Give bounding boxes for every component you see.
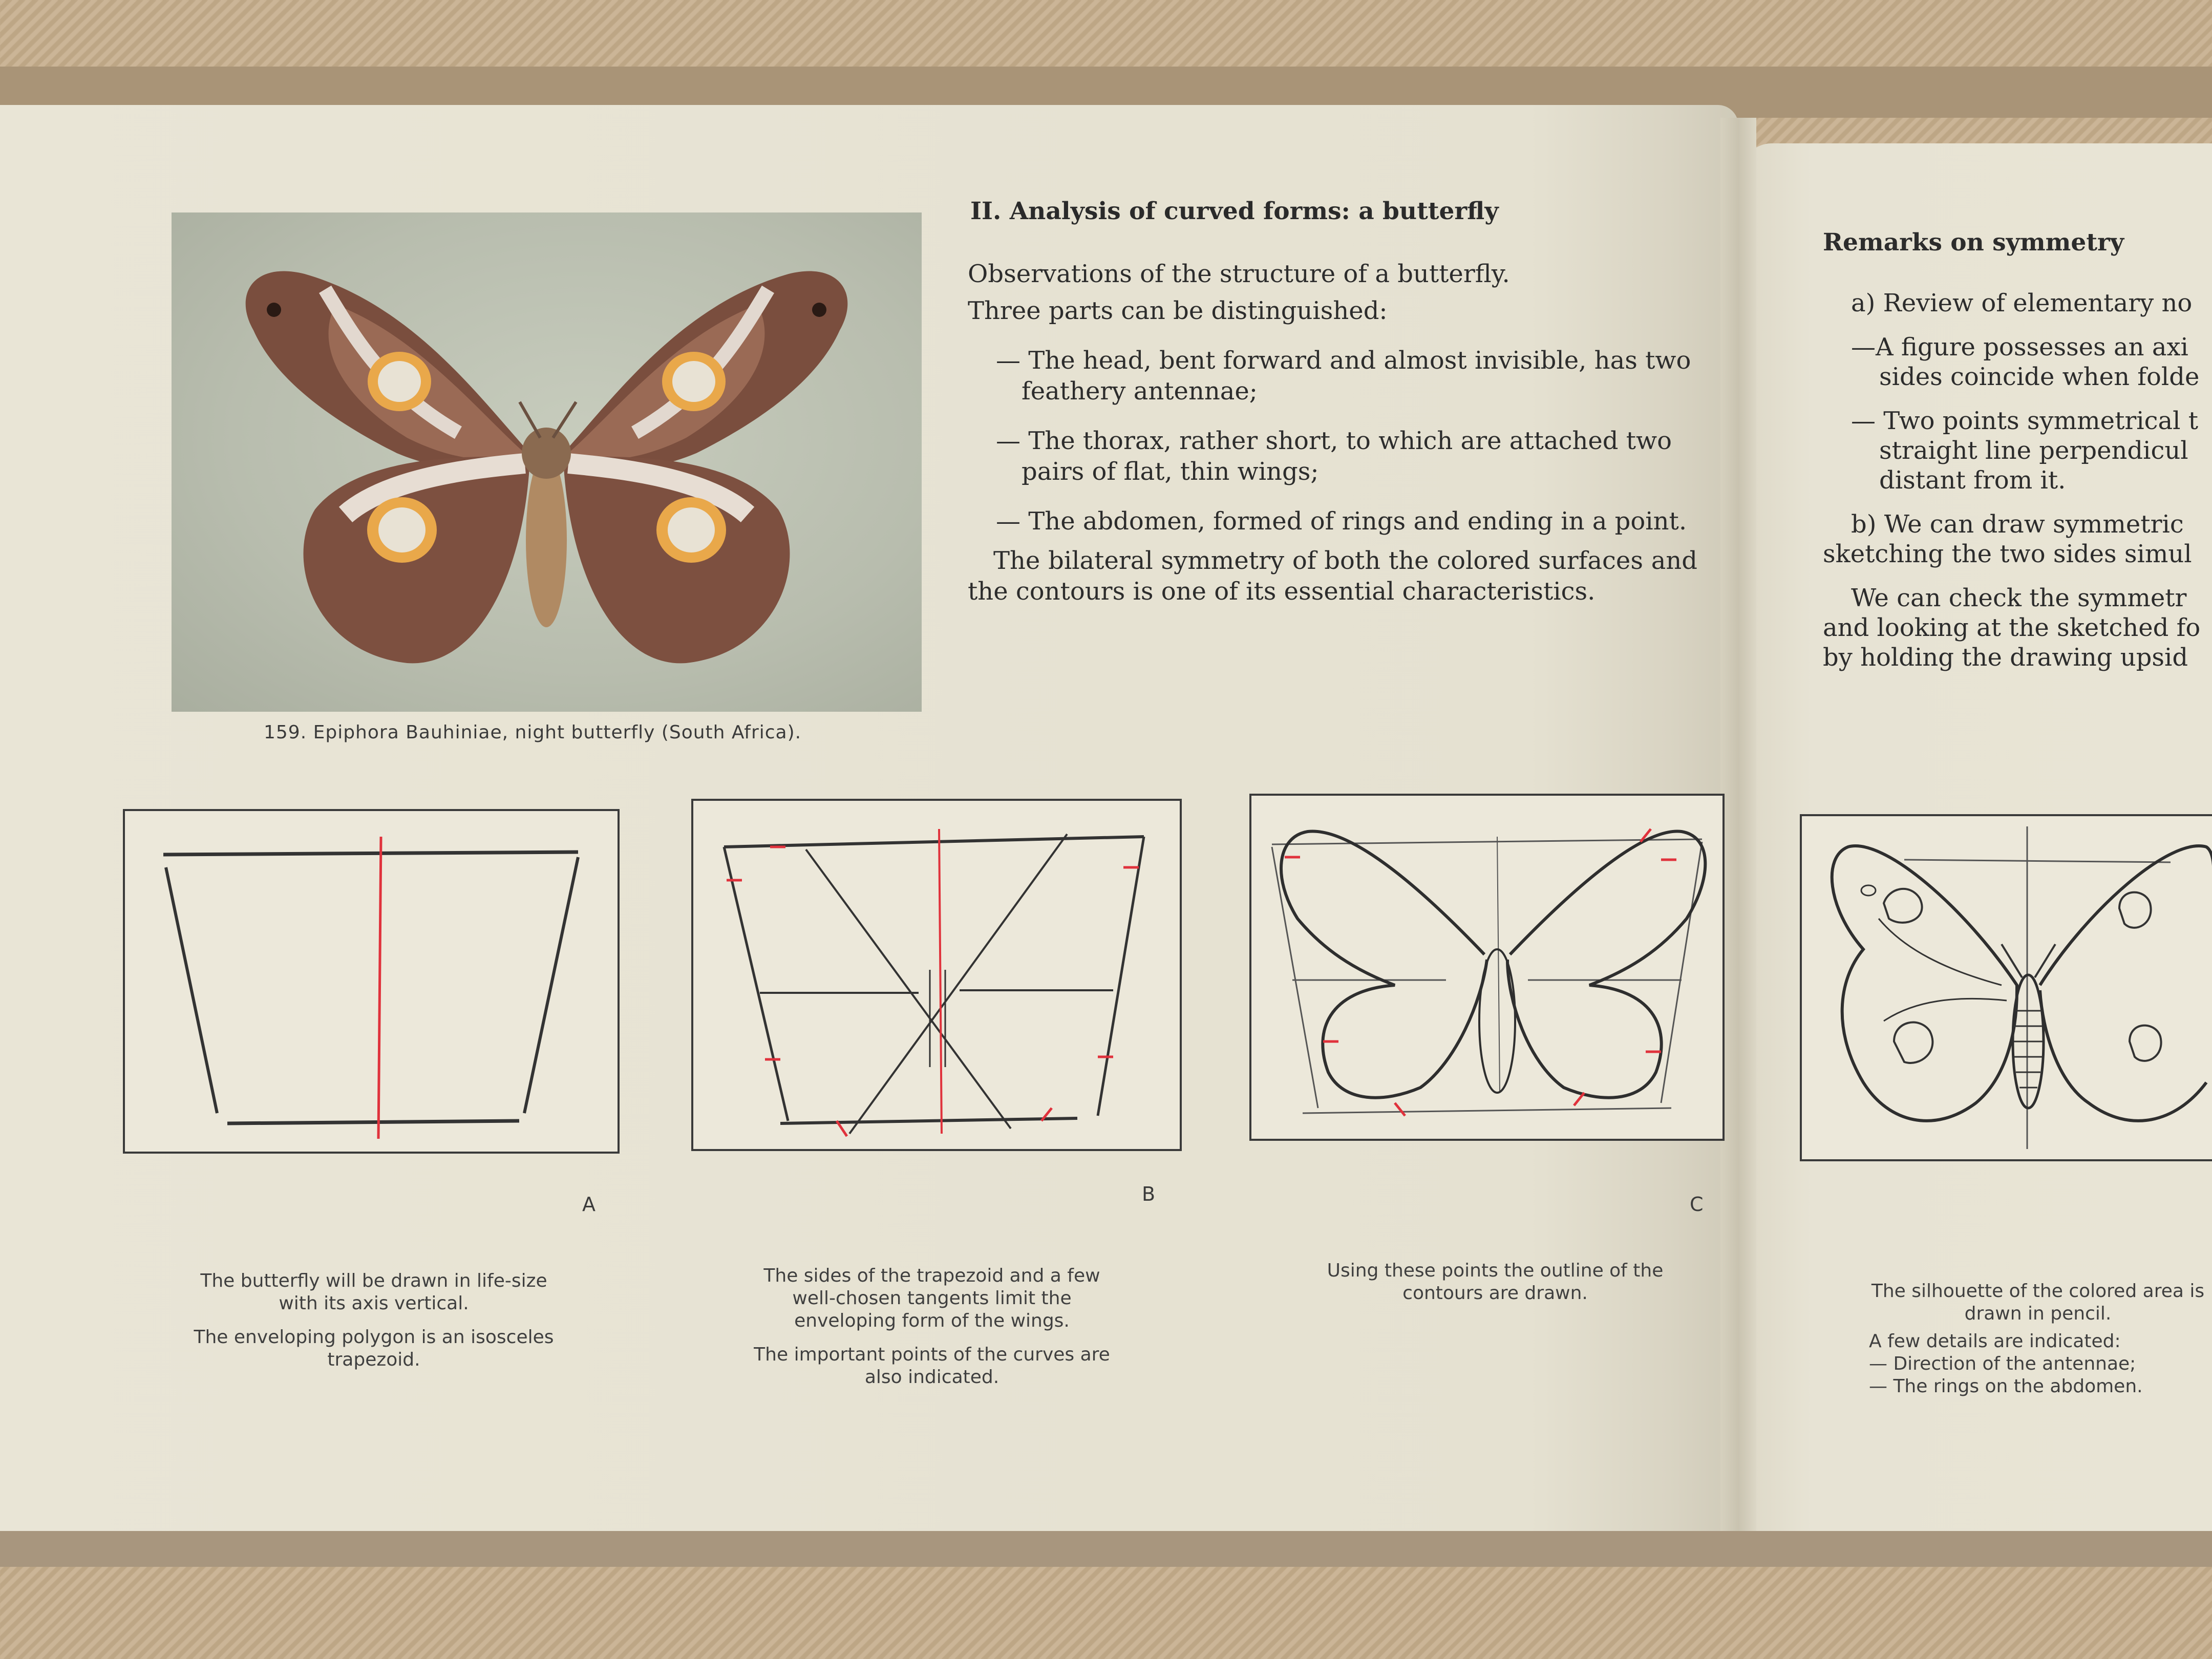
panel-caption-d xyxy=(1869,1280,2207,1398)
paragraph: Three parts can be distinguished: xyxy=(968,296,1388,325)
panel-letter-a: A xyxy=(582,1193,595,1216)
silhouette-diagram xyxy=(1802,816,2212,1159)
text-line: straight line perpendicul xyxy=(1879,436,2188,465)
figure-caption: 159. Epiphora Bauhiniae, night butterfly (South Africa). xyxy=(264,722,802,743)
right-page-text xyxy=(1823,228,2212,687)
caption-text: The butterfly will be drawn in life-size with its axis vertical. xyxy=(200,1270,547,1314)
section-heading: II. Analysis of curved forms: a butterfly xyxy=(970,197,1499,225)
paragraph: The bilateral symmetry of both the colored surfaces and the contours is one of its essential characteristics. xyxy=(968,546,1697,606)
panel-letter-c: C xyxy=(1690,1193,1704,1216)
text-line: by holding the drawing upsid xyxy=(1823,643,2188,672)
list-item: — The head, bent forward and almost invisible, has two feathery antennae; xyxy=(996,346,1691,406)
text-line: We can check the symmetr xyxy=(1851,584,2187,612)
paragraph: Observations of the structure of a butterfly. xyxy=(968,260,1510,288)
caption-text: The enveloping polygon is an isosceles trapezoid. xyxy=(194,1327,554,1370)
text-line: a) Review of elementary no xyxy=(1851,289,2193,317)
panel-caption-c xyxy=(1311,1260,1679,1316)
tangent-diagram xyxy=(693,801,1180,1149)
diagram-panel-b xyxy=(691,799,1182,1151)
details-line: — Direction of the antennae; xyxy=(1869,1353,2136,1374)
diagram-panel-a xyxy=(123,809,620,1154)
caption-text: Using these points the outline of the contours are drawn. xyxy=(1327,1260,1664,1304)
text-line: sketching the two sides simul xyxy=(1823,540,2192,568)
book-cover-edge xyxy=(0,1531,2212,1567)
panel-letter-b: B xyxy=(1142,1183,1156,1205)
details-line: A few details are indicated: xyxy=(1869,1331,2121,1352)
caption-text: The silhouette of the colored area is drawn in pencil. xyxy=(1871,1281,2205,1324)
text-line: and looking at the sketched fo xyxy=(1823,613,2201,642)
book-gutter xyxy=(1720,118,1756,1546)
details-list xyxy=(1869,1330,2207,1398)
list-item: — The thorax, rather short, to which are attached two pairs of flat, thin wings; xyxy=(996,427,1672,486)
butterfly-photo-illustration xyxy=(172,212,922,712)
text-line: b) We can draw symmetric xyxy=(1851,510,2184,539)
diagram-panel-silhouette xyxy=(1800,814,2212,1161)
butterfly-photo xyxy=(172,212,922,712)
list-item: — The abdomen, formed of rings and ending in a point. xyxy=(996,507,1687,536)
text-line: distant from it. xyxy=(1879,466,2066,495)
panel-caption-a xyxy=(192,1270,556,1382)
panel-caption-b xyxy=(753,1265,1111,1400)
caption-text: The sides of the trapezoid and a few well-chosen tangents limit the enveloping form of the wings. xyxy=(763,1265,1100,1331)
caption-text: The important points of the curves are also indicated. xyxy=(754,1344,1110,1388)
text-line: sides coincide when folde xyxy=(1879,363,2200,391)
diagram-panel-c xyxy=(1249,794,1725,1141)
details-line: — The rings on the abdomen. xyxy=(1869,1376,2143,1397)
outline-diagram xyxy=(1251,796,1722,1139)
section-body xyxy=(968,259,1697,626)
right-heading: Remarks on symmetry xyxy=(1823,228,2124,257)
trapezoid-diagram xyxy=(125,811,618,1152)
text-line: — Two points symmetrical t xyxy=(1851,407,2199,435)
text-line: —A figure possesses an axi xyxy=(1851,333,2188,361)
